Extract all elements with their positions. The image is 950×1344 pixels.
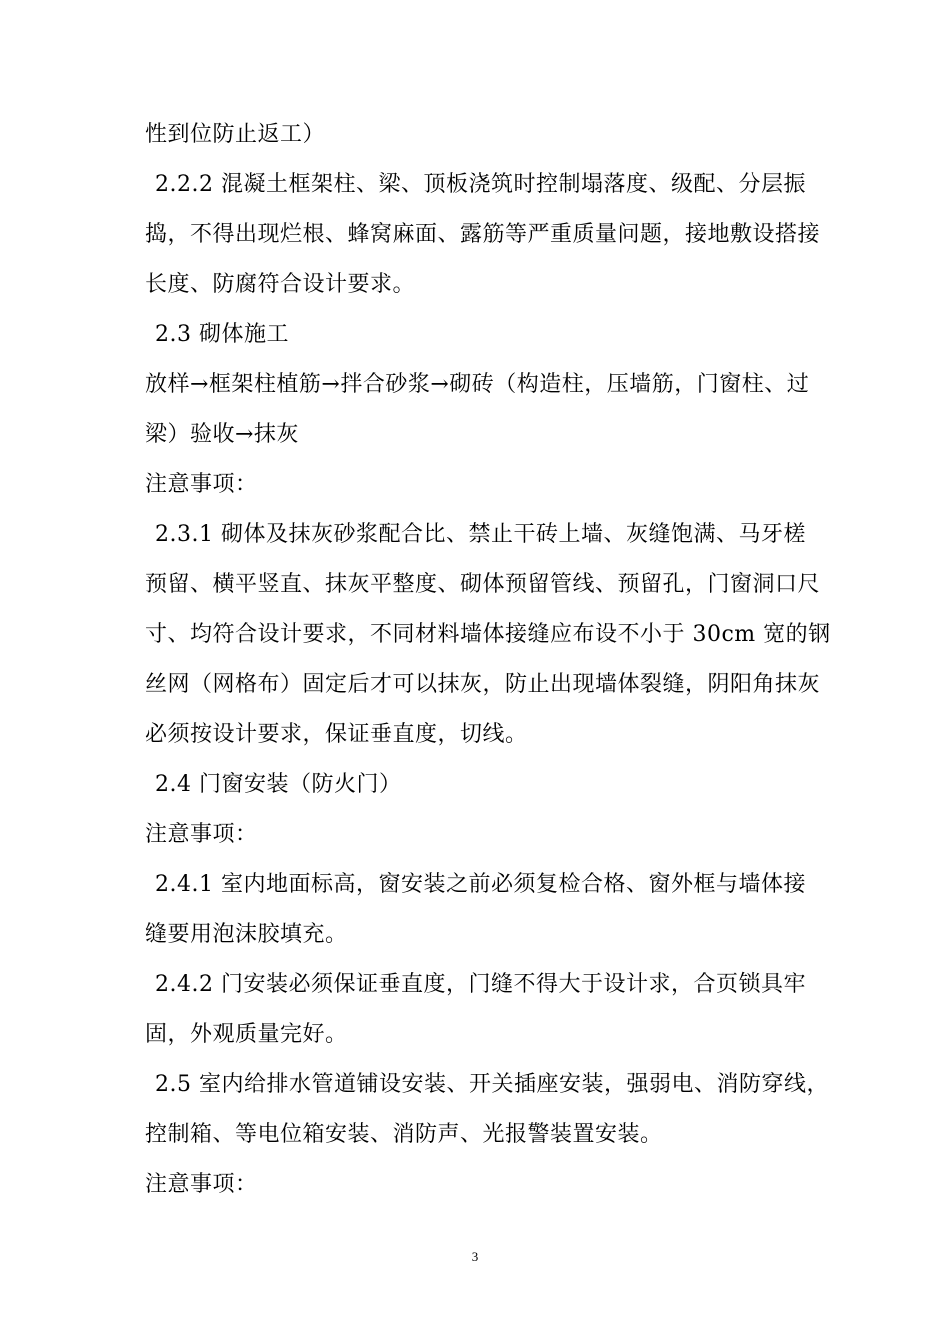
text-line: 预留、横平竖直、抹灰平整度、砌体预留管线、预留孔，门窗洞口尺 (145, 572, 821, 597)
page-number: 3 (471, 1249, 479, 1264)
text-line: 缝要用泡沫胶填充。 (145, 922, 348, 947)
text-line: 梁）验收→抹灰 (145, 422, 299, 447)
section-heading-2-4-2: 2.4.2 门安装必须保证垂直度，门缝不得大于设计求，合页锁具牢 (155, 972, 806, 997)
section-heading-2-2-2: 2.2.2 混凝土框架柱、梁、顶板浇筑时控制塌落度、级配、分层振 (155, 172, 806, 197)
section-heading-2-3-1: 2.3.1 砌体及抹灰砂浆配合比、禁止干砖上墙、灰缝饱满、马牙槎 (155, 522, 806, 547)
section-heading-2-4-1: 2.4.1 室内地面标高，窗安装之前必须复检合格、窗外框与墙体接 (155, 872, 806, 897)
text-line: 必须按设计要求，保证垂直度，切线。 (145, 722, 528, 747)
text-line: 长度、防腐符合设计要求。 (145, 272, 416, 297)
notes-label: 注意事项： (145, 472, 258, 497)
text-line: 控制箱、等电位箱安装、消防声、光报警装置安装。 (145, 1122, 663, 1147)
text-line: 寸、均符合设计要求，不同材料墙体接缝应布设不小于 30cm 宽的钢 (145, 622, 831, 647)
text-line: 丝网（网格布）固定后才可以抹灰，防止出现墙体裂缝，阴阳角抹灰 (145, 672, 821, 697)
text-line: 捣，不得出现烂根、蜂窝麻面、露筋等严重质量问题，接地敷设搭接 (145, 222, 821, 247)
text-line: 性到位防止返工） (145, 122, 326, 147)
text-line: 放样→框架柱植筋→拌合砂浆→砌砖（构造柱，压墙筋，门窗柱、过 (145, 372, 810, 397)
section-heading-2-3: 2.3 砌体施工 (155, 322, 289, 347)
notes-label: 注意事项： (145, 1172, 258, 1197)
text-line: 固，外观质量完好。 (145, 1022, 348, 1047)
section-heading-2-4: 2.4 门窗安装（防火门） (155, 772, 402, 797)
section-heading-2-5: 2.5 室内给排水管道铺设安装、开关插座安装，强弱电、消防穿线， (155, 1072, 829, 1097)
notes-label: 注意事项： (145, 822, 258, 847)
